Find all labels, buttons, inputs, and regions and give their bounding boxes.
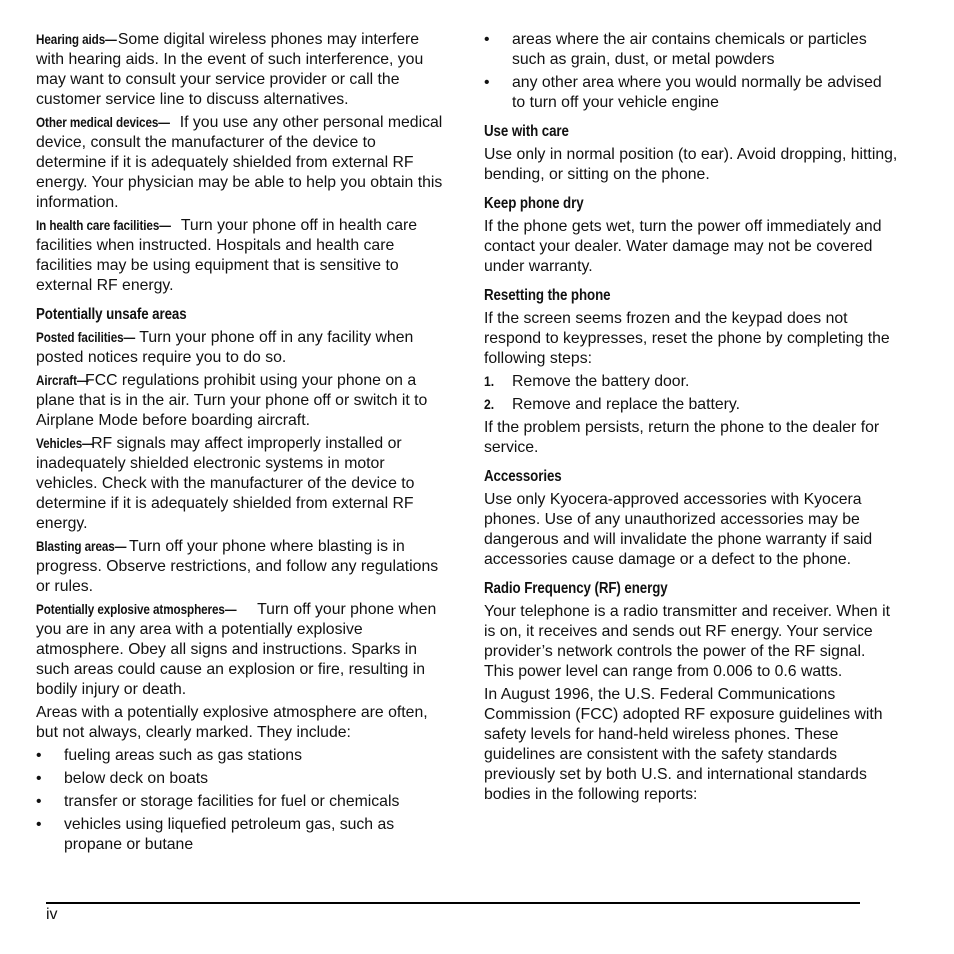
vehicles-lead: Vehicles—: [36, 436, 94, 451]
posted-facilities-lead: Posted facilities—: [36, 330, 136, 345]
list-item: [36, 769, 448, 789]
bullet-marker: •: [36, 747, 42, 764]
use-with-care-heading: Use with care: [484, 123, 569, 140]
explosive-atmospheres-lead: Potentially explosive atmospheres—: [36, 602, 237, 617]
bullet-marker: •: [484, 74, 490, 91]
health-care-text: Turn your phone off in health care facilities when instructed. Hospitals and health care facilities may be using equipment that is sensitive to external RF energy.: [36, 217, 418, 294]
blasting-areas-paragraph: [36, 537, 448, 597]
right-column: [484, 30, 898, 808]
explosive-atmospheres-paragraph: [36, 600, 448, 700]
rf-energy-text-1: Your telephone is a radio transmitter and receiver. When it is on, it receives and sends out RF energy. Your service provider’s network controls the power of the RF signal. This power level can range from 0.006 to 0.6 watts.: [484, 603, 890, 680]
resetting-phone-text: If the screen seems frozen and the keypad does not respond to keypresses, reset the phone by completing the following steps:: [484, 310, 890, 367]
reset-steps-list: [484, 372, 898, 415]
vehicles-paragraph: [36, 434, 448, 534]
list-item-text: below deck on boats: [64, 770, 209, 787]
step-item: [484, 372, 898, 392]
medical-devices-lead: Other medical devices—: [36, 115, 170, 130]
use-with-care-text: Use only in normal position (to ear). Avoid dropping, hitting, bending, or sitting on the phone.: [484, 146, 898, 183]
posted-facilities-text: Turn your phone off in any facility when posted notices require you to do so.: [36, 329, 414, 366]
rf-energy-heading: Radio Frequency (RF) energy: [484, 580, 668, 597]
explosive-areas-list-continued: [484, 30, 898, 113]
list-item: [36, 815, 448, 855]
health-care-paragraph: [36, 216, 448, 296]
keep-phone-dry-heading: Keep phone dry: [484, 195, 584, 212]
explosive-areas-list: [36, 746, 448, 855]
list-item: [484, 30, 898, 70]
list-item-text: any other area where you would normally be advised to turn off your vehicle engine: [512, 74, 882, 111]
areas-intro-paragraph: Areas with a potentially explosive atmosphere are often, but not always, clearly marked. They include:: [36, 704, 428, 741]
accessories-text: Use only Kyocera-approved accessories with Kyocera phones. Use of any unauthorized accessories may be dangerous and will invalidate the phone warranty if said accessories cause damage or a defect to the phone.: [484, 491, 873, 568]
bullet-marker: •: [484, 31, 490, 48]
list-item-text: fueling areas such as gas stations: [64, 747, 302, 764]
explosive-atmospheres-text: Turn off your phone when you are in any area with a potentially explosive atmosphere. Obey all signs and instructions. Sparks in such areas could cause an explosion or fire, resulting in bodily injury or death.: [36, 601, 437, 698]
step-number: 2.: [484, 397, 495, 412]
step-item: [484, 395, 898, 415]
list-item-text: transfer or storage facilities for fuel or chemicals: [64, 793, 400, 810]
bullet-marker: •: [36, 816, 42, 833]
resetting-phone-heading: Resetting the phone: [484, 287, 611, 304]
step-text: Remove the battery door.: [512, 373, 690, 390]
bullet-marker: •: [36, 770, 42, 787]
hearing-aids-lead: Hearing aids—: [36, 32, 117, 47]
unsafe-areas-heading: Potentially unsafe areas: [36, 306, 187, 323]
aircraft-lead: Aircraft—: [36, 373, 89, 388]
list-item: [484, 73, 898, 113]
blasting-areas-lead: Blasting areas—: [36, 539, 127, 554]
left-column: [36, 30, 448, 858]
list-item: [36, 746, 448, 766]
keep-phone-dry-text: If the phone gets wet, turn the power off immediately and contact your dealer. Water damage may not be covered under warranty.: [484, 218, 882, 275]
problem-persists-text: If the problem persists, return the phone to the dealer for service.: [484, 419, 880, 456]
health-care-lead: In health care facilities—: [36, 218, 171, 233]
hearing-aids-text: Some digital wireless phones may interfere with hearing aids. In the event of such interference, you may want to consult your service provider or call the customer service line to discuss alternatives.: [36, 31, 424, 108]
step-number: 1.: [484, 374, 495, 389]
aircraft-text: FCC regulations prohibit using your phone on a plane that is in the air. Turn your phone off or switch it to Airplane Mode before boarding aircraft.: [36, 372, 428, 429]
page-number: iv: [46, 906, 58, 923]
hearing-aids-paragraph: [36, 30, 448, 110]
list-item-text: areas where the air contains chemicals or particles such as grain, dust, or metal powders: [512, 31, 867, 68]
rf-energy-text-2: In August 1996, the U.S. Federal Communications Commission (FCC) adopted RF exposure guidelines with safety levels for hand-held wireless phones. These guidelines are consistent with the safety standards previously set by both U.S. and international standards bodies in the following reports:: [484, 686, 883, 803]
medical-devices-text: If you use any other personal medical device, consult the manufacturer of the device to determine if it is adequately shielded from external RF energy. Your physician may be able to help you obtain this information.: [36, 114, 443, 211]
aircraft-paragraph: [36, 371, 448, 431]
blasting-areas-text: Turn off your phone where blasting is in progress. Observe restrictions, and follow any regulations or rules.: [36, 538, 439, 595]
medical-devices-paragraph: [36, 113, 448, 213]
list-item-text: vehicles using liquefied petroleum gas, such as propane or butane: [64, 816, 395, 853]
footer-divider: [46, 902, 860, 904]
posted-facilities-paragraph: [36, 328, 448, 368]
accessories-heading: Accessories: [484, 468, 562, 485]
bullet-marker: •: [36, 793, 42, 810]
vehicles-text: RF signals may affect improperly installed or inadequately shielded electronic systems in motor vehicles. Check with the manufacturer of the device to determine if it is adequately shielded from external RF energy.: [36, 435, 415, 532]
list-item: [36, 792, 448, 812]
step-text: Remove and replace the battery.: [512, 396, 741, 413]
